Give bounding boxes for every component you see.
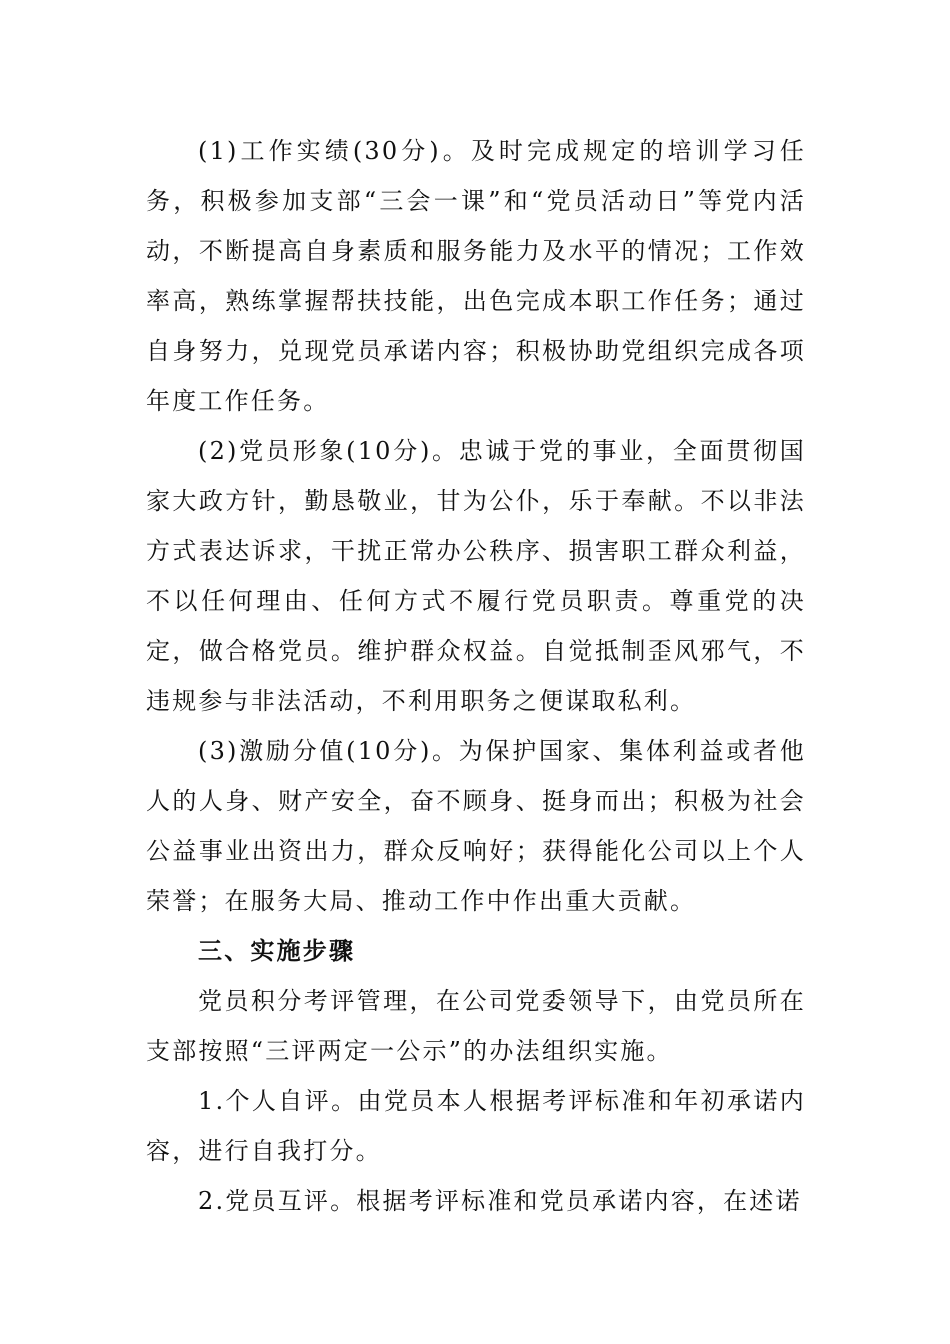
section-heading: 三、实施步骤 xyxy=(198,937,356,965)
paragraph-incentive-score: (3)激励分值(10分)。为保护国家、集体利益或者他人的人身、财产安全，奋不顾身、挺身而出；积极为社会公益事业出资出力，群众反响好；获得能化公司以上个人荣誉；在服务大局、推动工作中作出重大贡献。 xyxy=(146,737,806,915)
paragraph-member-image: (2)党员形象(10分)。忠诚于党的事业，全面贯彻国家大政方针，勤恳敬业，甘为公仆，乐于奉献。不以非法方式表达诉求，干扰正常办公秩序、损害职工群众利益，不以任何理由、任何方式不履行党员职责。尊重党的决定，做合格党员。维护群众权益。自觉抵制歪风邪气，不违规参与非法活动，不利用职务之便谋取私利。 xyxy=(146,437,806,715)
paragraph-work-performance: (1)工作实绩(30分)。及时完成规定的培训学习任务，积极参加支部“三会一课”和“党员活动日”等党内活动，不断提高自身素质和服务能力及水平的情况；工作效率高，熟练掌握帮扶技能，出色完成本职工作任务；通过自身努力，兑现党员承诺内容；积极协助党组织完成各项年度工作任务。 xyxy=(146,137,806,415)
paragraph-peer-evaluation: 2.党员互评。根据考评标准和党员承诺内容，在述诺 xyxy=(198,1187,802,1215)
paragraph-self-evaluation: 1.个人自评。由党员本人根据考评标准和年初承诺内容，进行自我打分。 xyxy=(146,1087,806,1165)
document-page xyxy=(146,126,806,1226)
paragraph-implementation-intro: 党员积分考评管理，在公司党委领导下，由党员所在支部按照“三评两定一公示”的办法组织实施。 xyxy=(146,987,806,1065)
